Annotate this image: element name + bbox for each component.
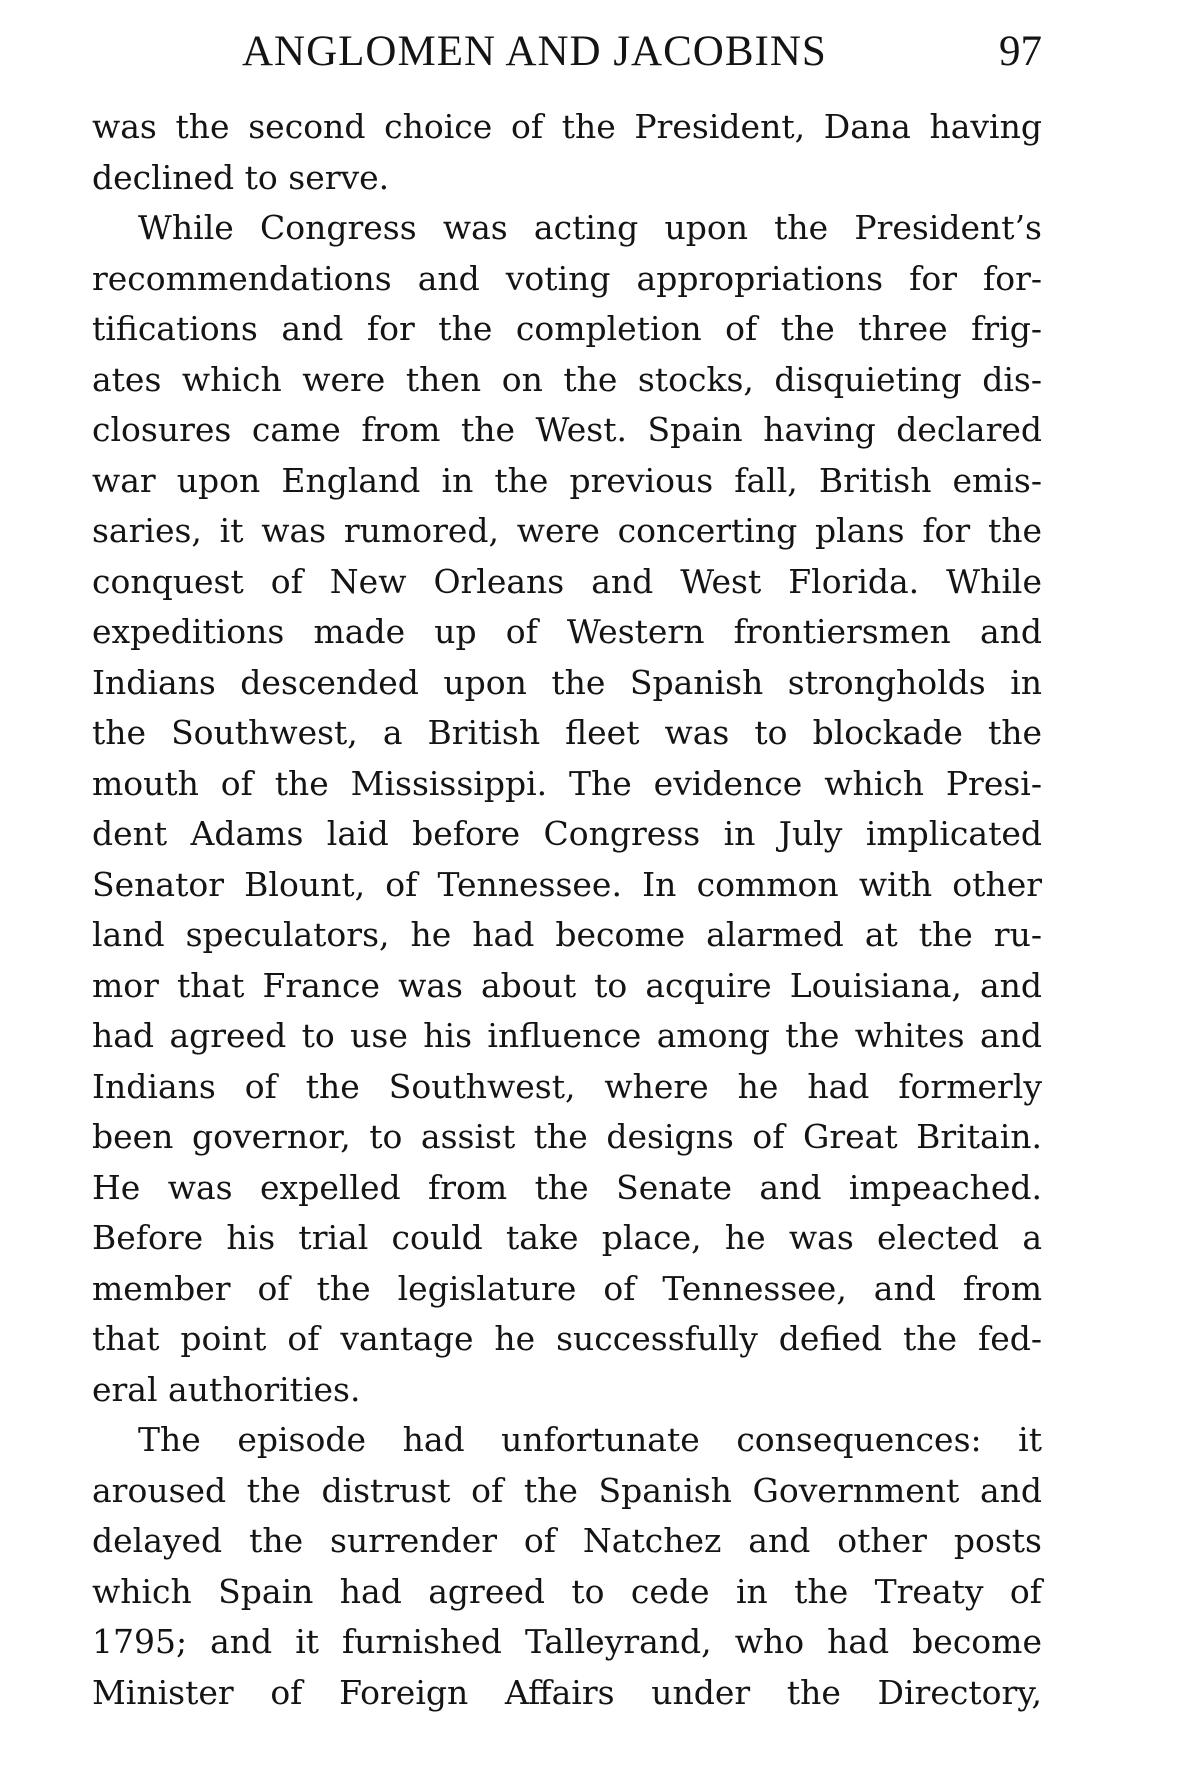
text-line: war upon England in the previous fall, British emis- [92, 460, 1042, 500]
paragraph-3 [92, 1415, 1042, 1718]
chapter-title: ANGLOMEN AND JACOBINS [242, 28, 827, 75]
text-line: aroused the distrust of the Spanish Government and [92, 1470, 1042, 1510]
text-line: He was expelled from the Senate and impeached. [92, 1167, 1042, 1207]
text-line: had agreed to use his influence among the whites and [92, 1016, 1042, 1055]
text-line: mouth of the Mississippi. The evidence which Presi- [92, 763, 1042, 803]
text-line: Before his trial could take place, he was elected a [92, 1218, 1042, 1257]
text-line: tifications and for the completion of the three frig- [92, 309, 1042, 348]
text-line: saries, it was rumored, were concerting plans for the [92, 511, 1042, 550]
text-line: mor that France was about to acquire Louisiana, and [92, 965, 1042, 1005]
text-line: Indians of the Southwest, where he had formerly [92, 1066, 1042, 1106]
text-line: been governor, to assist the designs of Great Britain. [92, 1117, 1042, 1156]
text-line: The episode had unfortunate consequences: it [138, 1420, 1042, 1459]
running-header [92, 22, 1042, 82]
text-line: ates which were then on the stocks, disquieting dis- [92, 359, 1042, 399]
body-text [92, 102, 1042, 1718]
text-line: was the second choice of the President, Dana having [92, 107, 1042, 146]
text-line: Senator Blount, of Tennessee. In common with other [92, 864, 1042, 904]
text-line: While Congress was acting upon the President’s [138, 208, 1042, 247]
text-line: closures came from the West. Spain having declared [92, 410, 1042, 449]
text-line: 1795; and it furnished Talleyrand, who had become [92, 1622, 1042, 1661]
paragraph-1 [92, 102, 1042, 203]
text-line: that point of vantage he successfully defied the fed- [92, 1319, 1042, 1358]
text-line: the Southwest, a British fleet was to blockade the [92, 713, 1042, 752]
text-line: delayed the surrender of Natchez and other posts [92, 1521, 1042, 1560]
text-line: eral authorities. [92, 1369, 361, 1409]
text-line: member of the legislature of Tennessee, and from [92, 1268, 1042, 1308]
text-line: which Spain had agreed to cede in the Treaty of [92, 1571, 1042, 1611]
text-line: expeditions made up of Western frontiersmen and [92, 612, 1042, 651]
paragraph-2 [92, 203, 1042, 1415]
text-line: Indians descended upon the Spanish strongholds in [92, 662, 1042, 702]
text-line: recommendations and voting appropriations for for- [92, 258, 1042, 298]
text-line: Minister of Foreign Affairs under the Directory, [92, 1672, 1042, 1712]
page-number: 97 [999, 28, 1042, 75]
text-line: land speculators, he had become alarmed at the ru- [92, 915, 1042, 954]
text-line: conquest of New Orleans and West Florida. While [92, 561, 1042, 601]
text-line: dent Adams laid before Congress in July implicated [92, 814, 1042, 853]
text-line: declined to serve. [92, 157, 390, 197]
